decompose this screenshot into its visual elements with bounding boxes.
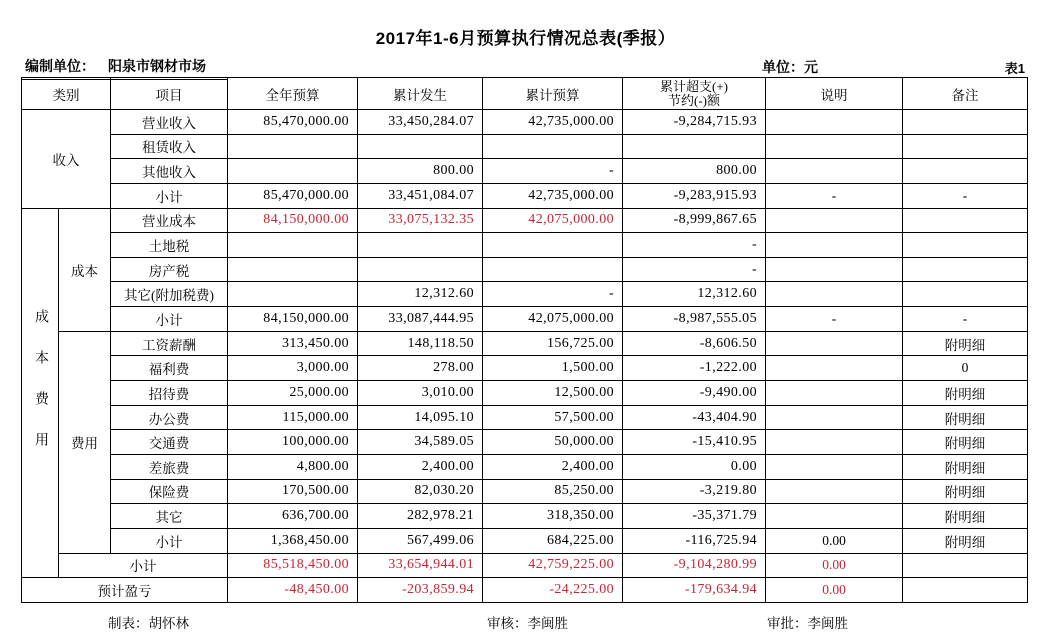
cell-budget: 42,735,000.00 [483,110,623,135]
table-row [22,233,1028,258]
cell-variance: - [623,233,766,258]
cell-actual: -203,859.94 [358,578,483,603]
cell-actual: 278.00 [358,356,483,381]
cell-note [766,208,903,233]
cell-note: 0.00 [766,578,903,603]
cell-note: 0.00 [766,553,903,578]
table-row [22,307,1028,332]
cell-remark: 附明细 [903,405,1028,430]
header-annual-budget: 全年预算 [228,78,358,110]
cell-item: 保险费 [111,479,228,504]
cell-note [766,134,903,159]
cell-variance: -35,371.79 [623,504,766,529]
cell-annual: 115,000.00 [228,405,358,430]
cell-annual: 4,800.00 [228,454,358,479]
cell-actual: 14,095.10 [358,405,483,430]
cell-remark: - [903,183,1028,208]
cell-remark: 附明细 [903,479,1028,504]
cell-remark [903,159,1028,184]
cell-actual: 33,451,084.07 [358,183,483,208]
category-cost-and-expense-label: 成本费用 [33,308,48,473]
table-row [22,405,1028,430]
sheet-number: 表1 [1004,61,1025,76]
cell-item: 小计 [111,307,228,332]
cell-variance: -9,104,280.99 [623,553,766,578]
cell-remark [903,282,1028,307]
approver-label: 审批：李闽胜 [767,615,848,631]
cell-actual: 282,978.21 [358,504,483,529]
cell-note [766,257,903,282]
cell-actual [358,233,483,258]
prepared-by-value: 阳泉市钢材市场 [108,58,206,74]
cell-budget: 42,735,000.00 [483,183,623,208]
cell-annual: 3,000.00 [228,356,358,381]
cell-item: 差旅费 [111,454,228,479]
cell-annual: 100,000.00 [228,430,358,455]
header-variance [623,78,766,110]
cell-remark: 附明细 [903,430,1028,455]
cell-variance: -179,634.94 [623,578,766,603]
cell-budget: 85,250.00 [483,479,623,504]
reviewer-label: 审核：李闽胜 [487,615,568,631]
cell-note [766,159,903,184]
cell-note [766,356,903,381]
cell-annual: 1,368,450.00 [228,528,358,553]
category-cost: 成本 [59,208,111,331]
prepared-by-label: 编制单位： [25,58,95,74]
cell-note: - [766,307,903,332]
table-row [22,430,1028,455]
cell-variance: 800.00 [623,159,766,184]
cell-remark: 附明细 [903,331,1028,356]
cell-budget: 12,500.00 [483,381,623,406]
cell-variance: 12,312.60 [623,282,766,307]
cell-budget: 42,075,000.00 [483,307,623,332]
cell-note [766,381,903,406]
table-row [22,110,1028,135]
header-variance-line2: 节约(-)额 [668,92,720,108]
cell-annual: 85,518,450.00 [228,553,358,578]
cell-budget: 318,350.00 [483,504,623,529]
cell-variance: -116,725.94 [623,528,766,553]
cell-variance: -3,219.80 [623,479,766,504]
cell-actual: 148,118.50 [358,331,483,356]
cell-variance: 0.00 [623,454,766,479]
cell-annual: 313,450.00 [228,331,358,356]
cell-remark [903,110,1028,135]
header-variance-line1: 累计超支(+) [660,78,728,94]
table-row [22,356,1028,381]
cell-budget: 1,500.00 [483,356,623,381]
cell-budget: -24,225.00 [483,578,623,603]
cell-item: 其他收入 [111,159,228,184]
cell-note [766,430,903,455]
cell-remark: - [903,307,1028,332]
cell-remark [903,134,1028,159]
cell-actual: 33,450,284.07 [358,110,483,135]
cell-remark [903,553,1028,578]
table-row [22,504,1028,529]
cell-remark [903,578,1028,603]
cell-item: 小计 [59,553,228,578]
cell-variance: -8,987,555.05 [623,307,766,332]
cell-annual: 84,150,000.00 [228,208,358,233]
cell-remark: 附明细 [903,454,1028,479]
cell-item: 其它 [111,504,228,529]
cell-note [766,504,903,529]
cell-actual: 800.00 [358,159,483,184]
cell-variance: -15,410.95 [623,430,766,455]
cell-annual: 170,500.00 [228,479,358,504]
cell-budget: 42,075,000.00 [483,208,623,233]
preparer-label: 制表：胡怀林 [108,615,189,631]
subtotal-row [22,553,1028,578]
cell-item: 租赁收入 [111,134,228,159]
cell-variance: -9,490.00 [623,381,766,406]
cell-item: 土地税 [111,233,228,258]
cell-note [766,110,903,135]
cell-annual: 25,000.00 [228,381,358,406]
cell-annual: 84,150,000.00 [228,307,358,332]
cell-annual [228,159,358,184]
cell-actual [358,257,483,282]
table-row [22,454,1028,479]
cell-remark [903,233,1028,258]
cell-remark [903,208,1028,233]
cell-note: - [766,183,903,208]
cell-item: 预计盈亏 [22,578,228,603]
cell-variance: - [623,257,766,282]
header-remark: 备注 [903,78,1028,110]
cell-annual [228,233,358,258]
cell-item: 营业成本 [111,208,228,233]
cell-annual: 85,470,000.00 [228,110,358,135]
cell-item: 小计 [111,183,228,208]
cell-item: 招待费 [111,381,228,406]
cell-variance: -8,999,867.65 [623,208,766,233]
cell-remark [903,257,1028,282]
cell-variance [623,134,766,159]
category-income: 收入 [22,110,111,209]
table-row [22,331,1028,356]
cell-budget: 684,225.00 [483,528,623,553]
cell-budget: 50,000.00 [483,430,623,455]
cell-budget [483,257,623,282]
cell-budget: 156,725.00 [483,331,623,356]
cell-actual: 12,312.60 [358,282,483,307]
cell-budget [483,134,623,159]
header-item: 项目 [111,78,228,110]
cell-variance: -9,284,715.93 [623,110,766,135]
cell-item: 其它(附加税费) [111,282,228,307]
header-cumulative-actual: 累计发生 [358,78,483,110]
cell-actual: 34,589.05 [358,430,483,455]
cell-actual: 33,654,944.01 [358,553,483,578]
cell-note: 0.00 [766,528,903,553]
header-cumulative-budget: 累计预算 [483,78,623,110]
cell-remark: 附明细 [903,381,1028,406]
cell-note [766,405,903,430]
cell-actual: 33,075,132.35 [358,208,483,233]
cell-item: 房产税 [111,257,228,282]
prepared-by [21,56,228,80]
cell-note [766,331,903,356]
table-row [22,159,1028,184]
cell-variance: -9,283,915.93 [623,183,766,208]
cell-budget: 42,759,225.00 [483,553,623,578]
cell-item: 办公费 [111,405,228,430]
cell-annual [228,134,358,159]
page-title: 2017年1-6月预算执行情况总表(季报） [375,29,676,48]
cell-item: 工资薪酬 [111,331,228,356]
cell-actual: 2,400.00 [358,454,483,479]
cell-budget: - [483,282,623,307]
cell-remark: 附明细 [903,504,1028,529]
cell-budget: - [483,159,623,184]
table-row [22,381,1028,406]
cell-variance: -1,222.00 [623,356,766,381]
meta-row [21,56,1027,77]
cell-note [766,454,903,479]
signature-row [21,603,1027,631]
table-row [22,257,1028,282]
category-cost-and-expense [22,208,59,578]
cell-remark: 附明细 [903,528,1028,553]
cell-variance: -43,404.90 [623,405,766,430]
header-row [22,78,1028,110]
cell-annual [228,282,358,307]
cell-item: 福利费 [111,356,228,381]
cell-actual: 33,087,444.95 [358,307,483,332]
header-category: 类别 [22,78,111,110]
table-row [22,183,1028,208]
table-row [22,528,1028,553]
cell-budget [483,233,623,258]
cell-variance: -8,606.50 [623,331,766,356]
cell-note [766,479,903,504]
table-row [22,134,1028,159]
profit-row [22,578,1028,603]
cell-annual: 636,700.00 [228,504,358,529]
table-row [22,282,1028,307]
cell-note [766,233,903,258]
table-row [22,208,1028,233]
cell-annual: -48,450.00 [228,578,358,603]
table-row [22,479,1028,504]
cell-annual [228,257,358,282]
cell-note [766,282,903,307]
cell-annual: 85,470,000.00 [228,183,358,208]
cell-actual: 82,030.20 [358,479,483,504]
header-note: 说明 [766,78,903,110]
cell-actual [358,134,483,159]
cell-remark: 0 [903,356,1028,381]
cell-item: 营业收入 [111,110,228,135]
cell-item: 小计 [111,528,228,553]
cell-actual: 567,499.06 [358,528,483,553]
cell-actual: 3,010.00 [358,381,483,406]
cell-budget: 2,400.00 [483,454,623,479]
cell-budget: 57,500.00 [483,405,623,430]
budget-table [21,77,1028,603]
cell-item: 交通费 [111,430,228,455]
unit-label: 单位：元 [762,59,818,75]
category-expense: 费用 [59,331,111,553]
